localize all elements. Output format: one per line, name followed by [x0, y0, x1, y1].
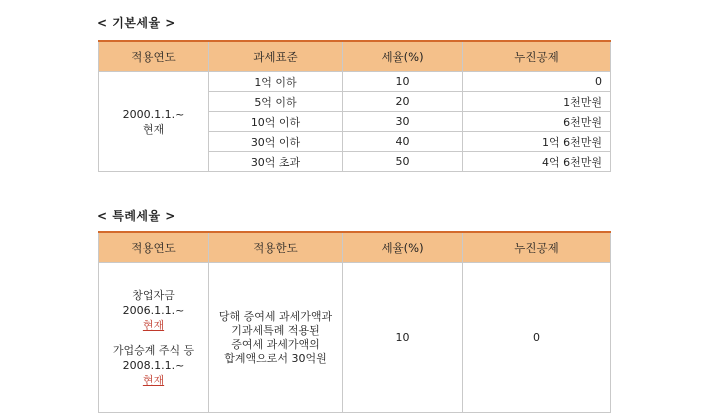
- period-end: 현재: [142, 122, 165, 136]
- column-header-deduction: 누진공제: [463, 41, 611, 72]
- special-rate-table: [98, 231, 611, 413]
- tax-base-cell: 30억 이하: [209, 132, 343, 152]
- rate-cell: 10: [343, 263, 463, 413]
- table-header-row: [99, 41, 611, 72]
- deduction-cell: 4억 6천만원: [463, 152, 611, 172]
- deduction-cell: 1억 6천만원: [463, 132, 611, 152]
- rate-cell: 40: [343, 132, 463, 152]
- basic-rate-table: [98, 40, 611, 172]
- startup-fund-current-link[interactable]: 현재: [142, 318, 165, 332]
- tax-base-cell: 1억 이하: [209, 72, 343, 92]
- column-header-rate: 세율(%): [343, 41, 463, 72]
- period-start: 2000.1.1.~: [122, 107, 185, 121]
- succession-label: 가업승계 주식 등: [112, 343, 195, 357]
- column-header-period: 적용연도: [99, 232, 209, 263]
- startup-fund-period: [99, 288, 208, 333]
- deduction-cell: 1천만원: [463, 92, 611, 112]
- period-cell: [99, 72, 209, 172]
- rate-cell: 50: [343, 152, 463, 172]
- deduction-cell: 0: [463, 72, 611, 92]
- table-row: [99, 263, 611, 413]
- deduction-cell: 6천만원: [463, 112, 611, 132]
- basic-rate-title: < 기본세율 >: [97, 16, 176, 30]
- limit-line: 기과세특례 적용된: [231, 323, 320, 337]
- deduction-cell: 0: [463, 263, 611, 413]
- limit-cell: [209, 263, 343, 413]
- rate-cell: 10: [343, 72, 463, 92]
- limit-line: 증여세 과세가액의: [231, 337, 320, 351]
- startup-fund-label: 창업자금: [132, 288, 175, 302]
- tax-base-cell: 30억 초과: [209, 152, 343, 172]
- rate-cell: 20: [343, 92, 463, 112]
- tax-base-cell: 10억 이하: [209, 112, 343, 132]
- period-cell: [99, 263, 209, 413]
- column-header-period: 적용연도: [99, 41, 209, 72]
- limit-line: 당해 증여세 과세가액과: [218, 309, 333, 323]
- limit-line: 합계액으로서 30억원: [224, 351, 327, 365]
- column-header-limit: 적용한도: [209, 232, 343, 263]
- succession-start: 2008.1.1.~: [122, 358, 185, 372]
- tax-base-cell: 5억 이하: [209, 92, 343, 112]
- column-header-deduction: 누진공제: [463, 232, 611, 263]
- succession-period: [99, 343, 208, 388]
- column-header-rate: 세율(%): [343, 232, 463, 263]
- rate-cell: 30: [343, 112, 463, 132]
- table-header-row: [99, 232, 611, 263]
- special-rate-title: < 특례세율 >: [97, 209, 176, 223]
- startup-fund-start: 2006.1.1.~: [122, 303, 185, 317]
- table-row: [99, 72, 611, 92]
- column-header-tax-base: 과세표준: [209, 41, 343, 72]
- succession-current-link[interactable]: 현재: [142, 373, 165, 387]
